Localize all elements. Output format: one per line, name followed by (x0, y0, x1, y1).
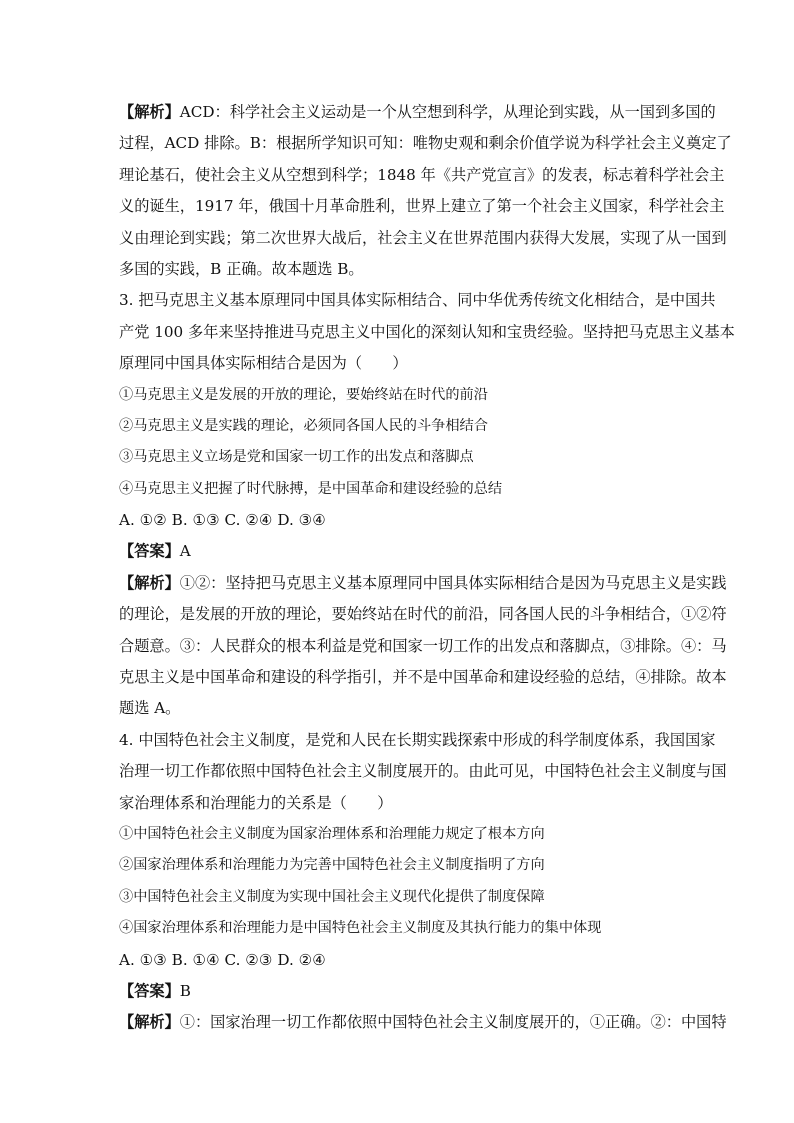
q3-stem-line: 3. 把马克思主义基本原理同中国具体实际相结合、同中华优秀传统文化相结合，是中国共 (119, 291, 716, 310)
q4-option: ②国家治理体系和治理能力为完善中国特色社会主义制度指明了方向 (119, 857, 545, 874)
q2-analysis-line: 过程，ACD 排除。B：根据所学知识可知：唯物史观和剩余价值学说为科学社会主义奠定了 (119, 134, 732, 153)
q3-analysis-line: 【解析】①②：坚持把马克思主义基本原理同中国具体实际相结合是因为马克思主义是实践 (119, 573, 727, 592)
document-content (119, 97, 735, 1039)
q3-option: ②马克思主义是实践的理论，必须同各国人民的斗争相结合 (119, 417, 488, 434)
q3-option: ④马克思主义把握了时代脉搏，是中国革命和建设经验的总结 (119, 480, 503, 497)
answer-tag: 【答案】 (119, 981, 180, 1000)
q4-option: ①中国特色社会主义制度为国家治理体系和治理能力规定了根本方向 (119, 825, 545, 842)
q4-choices: A. ①③ B. ①④ C. ②③ D. ②④ (119, 950, 326, 969)
answer-value: A (179, 542, 191, 561)
q2-analysis-line: 义由理论到实践；第二次世界大战后，社会主义在世界范围内获得大发展，实现了从一国到 (119, 228, 727, 247)
q3-analysis-line: 题选 A。 (119, 699, 181, 718)
q2-analysis-line: 【解析】ACD：科学社会主义运动是一个从空想到科学，从理论到实践，从一国到多国的 (119, 103, 716, 121)
q3-stem-line: 产党 100 多年来坚持推进马克思主义中国化的深刻认知和宝贵经验。坚持把马克思主义基本 (119, 322, 735, 341)
analysis-tag: 【解析】 (119, 573, 180, 592)
answer-value: B (179, 981, 191, 1000)
q2-analysis-line: 义的诞生，1917 年，俄国十月革命胜利，世界上建立了第一个社会主义国家，科学社会主 (119, 197, 725, 216)
q4-stem-line: 治理一切工作都依照中国特色社会主义制度展开的。由此可见，中国特色社会主义制度与国 (119, 762, 727, 781)
q3-stem-line: 原理同中国具体实际相结合是因为（ ） (119, 354, 408, 373)
q3-option: ③马克思主义立场是党和国家一切工作的出发点和落脚点 (119, 449, 474, 466)
q4-option: ④国家治理体系和治理能力是中国特色社会主义制度及其执行能力的集中体现 (119, 920, 602, 937)
answer-tag: 【答案】 (119, 542, 180, 561)
q2-analysis-line: 多国的实践，B 正确。故本题选 B。 (119, 259, 364, 278)
q3-analysis-line: 的理论，是发展的开放的理论，要始终站在时代的前沿，同各国人民的斗争相结合，①②符 (119, 605, 727, 624)
q4-answer (119, 976, 676, 1007)
q4-analysis-line: 【解析】①：国家治理一切工作都依照中国特色社会主义制度展开的，①正确。②：中国特 (119, 1013, 727, 1032)
q4-option: ③中国特色社会主义制度为实现中国社会主义现代化提供了制度保障 (119, 888, 545, 905)
analysis-tag: 【解析】 (119, 1013, 180, 1032)
q4-stem-line: 家治理体系和治理能力的关系是（ ） (119, 793, 393, 812)
q3-answer (119, 536, 676, 567)
q3-analysis-line: 合题意。③：人民群众的根本利益是党和国家一切工作的出发点和落脚点，③排除。④：马 (119, 636, 727, 655)
q3-analysis-line: 克思主义是中国革命和建设的科学指引，并不是中国革命和建设经验的总结，④排除。故本 (119, 668, 727, 687)
q3-option: ①马克思主义是发展的开放的理论，要始终站在时代的前沿 (119, 386, 488, 403)
q2-analysis-line: 理论基石，使社会主义从空想到科学；1848 年《共产党宣言》的发表，标志着科学社会主 (119, 165, 725, 184)
analysis-tag: 【解析】 (119, 103, 180, 121)
q3-choices: A. ①② B. ①③ C. ②④ D. ③④ (119, 511, 326, 530)
q4-stem-line: 4. 中国特色社会主义制度，是党和人民在长期实践探索中形成的科学制度体系，我国国家 (119, 730, 716, 749)
